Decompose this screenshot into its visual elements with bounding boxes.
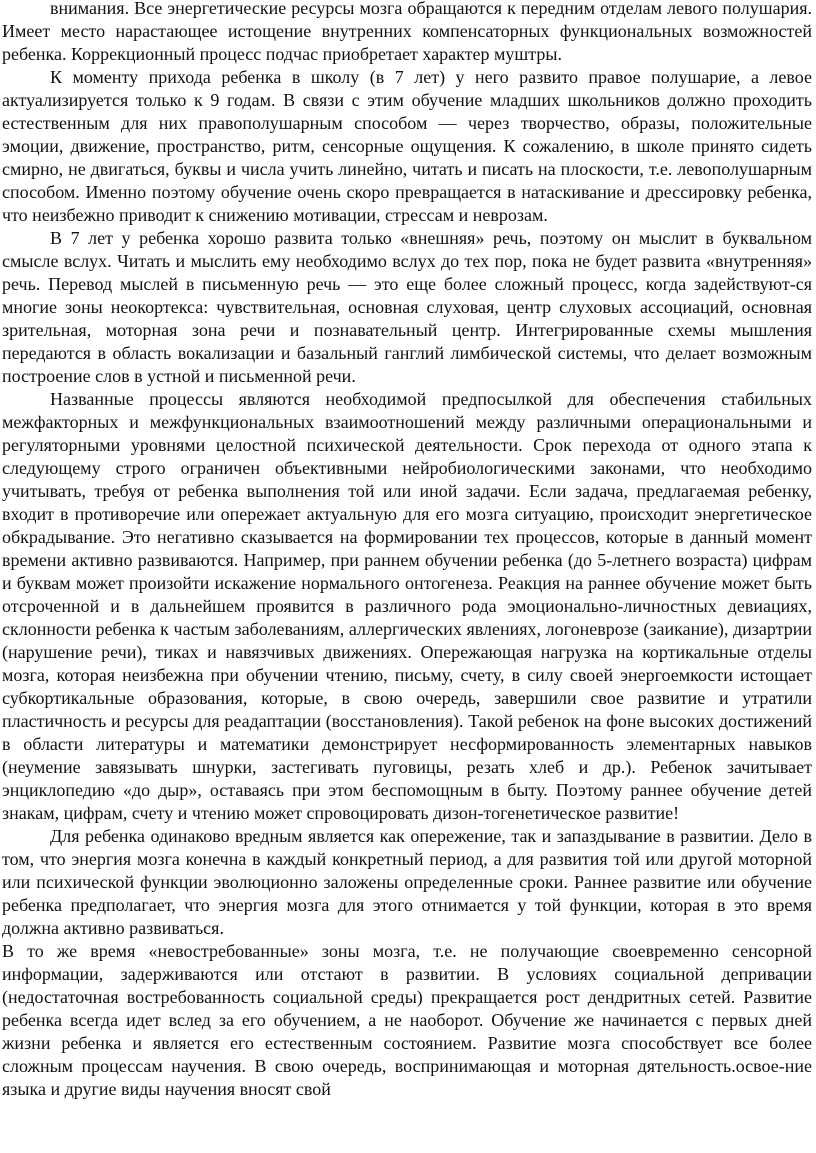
paragraph-processes: Названные процессы являются необходимой предпосылкой для обеспечения стабильных межфакторных и межфункциональных взаимоотношений между различными операциональными и регуляторными уровнями целостной психической деятельности. Срок перехода от одного этапа к следующему строго ограничен объективными нейробиологическими законами, что необходимо учитывать, требуя от ребенка выполнения той или иной задачи. Если задача, предлагаемая ребенку, входит в противоречие или опережает актуальную для его мозга ситуацию, происходит энергетическое обкрадывание. Это негативно сказывается на формировании тех процессов, которые в данный момент времени активно развиваются. Например, при раннем обучении ребенка (до 5-летнего возраста) цифрам и буквам может произойти искажение нормального онтогенеза. Реакция на раннее обучение может быть отсроченной и в дальнейшем проявится в различного рода эмоционально-личностных девиациях, склонности ребенка к частым заболеваниям, аллергических явлениях, логоневрозе (заикание), дизартрии (нарушение речи), тиках и навязчивых движениях. Опережающая нагрузка на кортикальные отделы мозга, которая неизбежна при обучении чтению, письму, счету, в силу своей энергоемкости истощает субкортикальные образования, которые, в свою очередь, завершили свое развитие и утратили пластичность и ресурсы для реадаптации (восстановления). Такой ребенок на фоне высоких достижений в области литературы и математики демонстрирует несформированность элементарных навыков (неумение завязывать шнурки, застегивать пуговицы, резать хлеб и др.). Ребенок зачитывает энциклопедию «до дыр», оставаясь при этом беспомощным в быту. Поэтому раннее обучение детей знакам, цифрам, счету и чтению может спровоцировать дизон-тогенетическое развитие!	[2, 389, 812, 823]
paragraph-unused-zones: В то же время «невостребованные» зоны мозга, т.е. не получающие своевременно сенсорной информации, задерживаются или отстают в развитии. В условиях социальной депривации (недостаточная востребованность социальной среды) прекращается рост дендритных сетей. Развитие ребенка всегда идет вслед за его обучением, а не наоборот. Обучение же начинается с первых дней жизни ребенка и является его естественным состоянием. Развитие мозга способствует все более сложным процессам научения. В свою очередь, воспринимающая и моторная дятельность.освое-ние языка и другие виды научения вносят свой	[2, 941, 812, 1099]
paragraph-development-timing: Для ребенка одинаково вредным является как опережение, так и запаздывание в развитии. Дело в том, что энергия мозга конечна в каждый конкретный период, а для развития той или другой моторной или психической функции эволюционно заложены определенные сроки. Раннее развитие или обучение ребенка предполагает, что энергия мозга для этого отнимается у той функции, которая в это время должна активно развиваться.	[2, 826, 812, 938]
paragraph-continuation: внимания. Все энергетические ресурсы мозга обращаются к передним отделам левого полушария. Имеет место нарастающее истощение внутренних компенсаторных функциональных возможностей ребенка. Коррекционный процесс подчас приобретает характер муштры.	[2, 0, 812, 64]
paragraph-speech: В 7 лет у ребенка хорошо развита только «внешняя» речь, поэтому он мыслит в буквальном смысле вслух. Читать и мыслить ему необходимо вслух до тех пор, пока не будет развита «внутренняя» речь. Перевод мыслей в письменную речь — это еще более сложный процесс, когда задействуют-ся многие зоны неокортекса: чувствительная, основная слуховая, центр слуховых ассоциаций, основная зрительная, моторная зона речи и познавательный центр. Интегрированные схемы мышления передаются в область вокализации и базальный ганглий лимбической системы, что делает возможным построение слов в устной и письменной речи.	[2, 228, 812, 386]
paragraph-school-age: К моменту прихода ребенка в школу (в 7 лет) у него развито правое полушарие, а левое актуализируется только к 9 годам. В связи с этим обучение младших школьников должно проходить естественным для них правополушарным способом — через творчество, образы, положительные эмоции, движение, пространство, ритм, сенсорные ощущения. К сожалению, в школе принято сидеть смирно, не двигаться, буквы и числа учить линейно, читать и писать на плоскости, т.е. левополушарным способом. Именно поэтому обучение очень скоро превращается в натаскивание и дрессировку ребенка, что неизбежно приводит к снижению мотивации, стрессам и неврозам.	[2, 67, 812, 225]
